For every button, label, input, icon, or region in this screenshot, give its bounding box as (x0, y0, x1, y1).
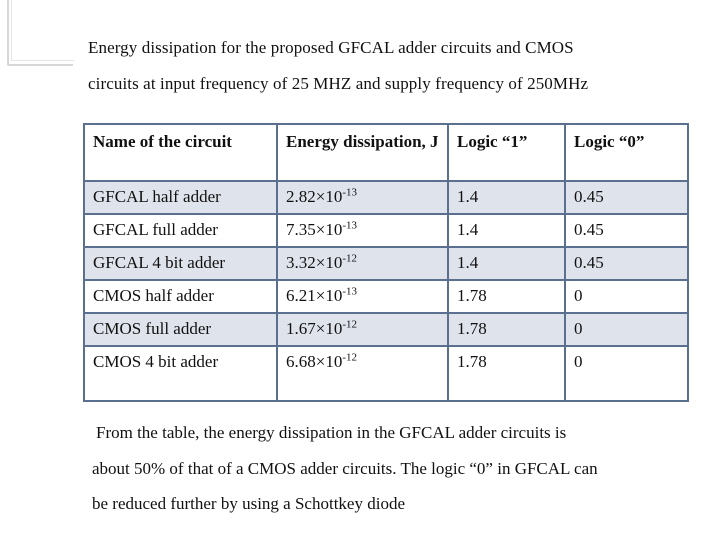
cell-logic-1: 1.4 (448, 181, 565, 214)
energy-exponent: -13 (342, 219, 358, 232)
cell-logic-0: 0.45 (565, 214, 688, 247)
energy-base: 7.35×10 (286, 220, 343, 239)
note-line-3: be reduced further by using a Schottkey diode (92, 494, 405, 513)
header-logic-1: Logic “1” (448, 124, 565, 181)
cell-logic-0: 0.45 (565, 247, 688, 280)
cell-logic-1: 1.4 (448, 247, 565, 280)
caption-line-2: circuits at input frequency of 25 MHZ and supply frequency of 250MHz (88, 74, 589, 93)
header-energy-dissipation: Energy dissipation, J (277, 124, 448, 181)
cell-logic-0: 0.45 (565, 181, 688, 214)
cell-circuit-name: GFCAL half adder (84, 181, 277, 214)
table-row (84, 181, 688, 214)
energy-exponent: -13 (342, 285, 358, 298)
energy-exponent: -12 (342, 252, 358, 265)
table-row (84, 247, 688, 280)
cell-energy (277, 313, 448, 346)
cell-logic-0: 0 (565, 346, 688, 401)
cell-energy (277, 280, 448, 313)
cell-energy (277, 247, 448, 280)
cell-logic-1: 1.4 (448, 214, 565, 247)
energy-base: 1.67×10 (286, 319, 343, 338)
energy-exponent: -12 (342, 318, 358, 331)
cell-circuit-name: CMOS full adder (84, 313, 277, 346)
energy-dissipation-table (83, 123, 689, 402)
cell-logic-1: 1.78 (448, 346, 565, 401)
energy-base: 6.21×10 (286, 286, 343, 305)
energy-base: 2.82×10 (286, 187, 343, 206)
table-header-row (84, 124, 688, 181)
cell-logic-0: 0 (565, 280, 688, 313)
cell-energy (277, 181, 448, 214)
cell-logic-1: 1.78 (448, 313, 565, 346)
caption-line-1: Energy dissipation for the proposed GFCAL adder circuits and CMOS (88, 38, 574, 57)
table-row (84, 346, 688, 401)
energy-base: 3.32×10 (286, 253, 343, 272)
decorative-corner-bracket-inner (11, 0, 74, 61)
cell-energy (277, 346, 448, 401)
cell-circuit-name: GFCAL full adder (84, 214, 277, 247)
cell-logic-1: 1.78 (448, 280, 565, 313)
table-row (84, 313, 688, 346)
energy-exponent: -12 (342, 351, 358, 364)
note-line-2: about 50% of that of a CMOS adder circuits. The logic “0” in GFCAL can (92, 459, 598, 478)
note-line-1: From the table, the energy dissipation in the GFCAL adder circuits is (96, 423, 567, 442)
cell-energy (277, 214, 448, 247)
header-logic-0: Logic “0” (565, 124, 688, 181)
cell-circuit-name: CMOS half adder (84, 280, 277, 313)
table-row (84, 214, 688, 247)
energy-exponent: -13 (342, 186, 358, 199)
cell-circuit-name: CMOS 4 bit adder (84, 346, 277, 401)
energy-base: 6.68×10 (286, 352, 343, 371)
cell-logic-0: 0 (565, 313, 688, 346)
table-row (84, 280, 688, 313)
header-circuit-name: Name of the circuit (84, 124, 277, 181)
cell-circuit-name: GFCAL 4 bit adder (84, 247, 277, 280)
